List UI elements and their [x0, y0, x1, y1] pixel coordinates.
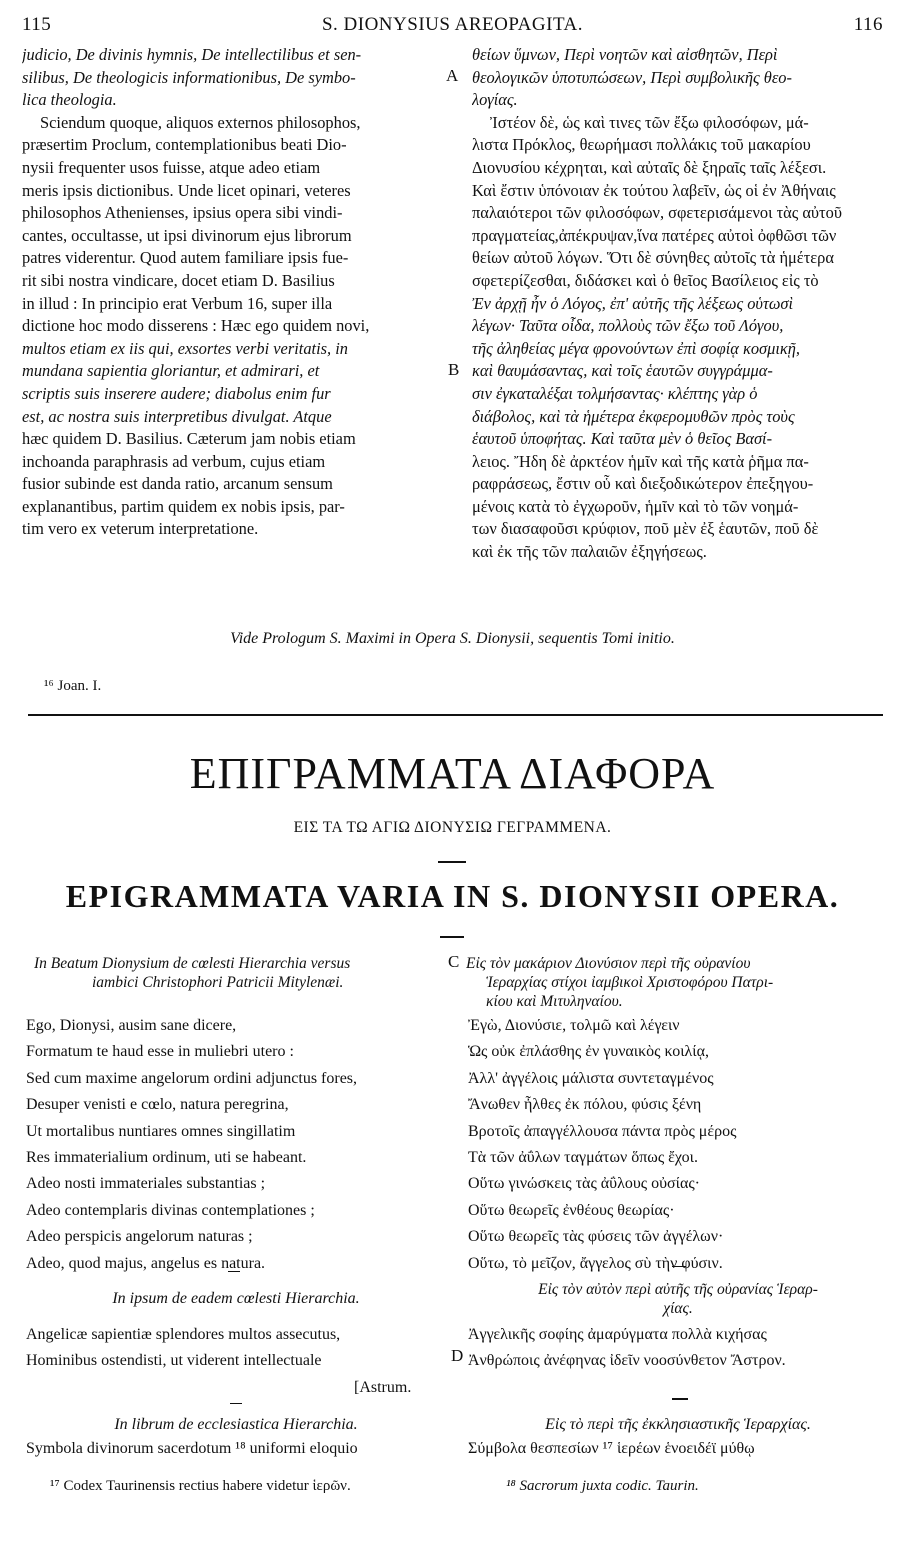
text-line: μένοις κατὰ τὸ ἐγχωροῦν, ἡμῖν καὶ τὸ τῶν νοημά-: [472, 496, 799, 516]
latin-heading-2: In ipsum de eadem cœlesti Hierarchia.: [112, 1290, 360, 1307]
text-line: silibus, De theologicis informationibus, De symbo-: [22, 67, 356, 87]
text-line: καὶ ἐκ τῆς τῶν παλαιῶν ἐξηγήσεως.: [472, 542, 707, 562]
greek-verses-3: [468, 1436, 888, 1462]
verse-line: Ὡς οὐκ ἐπλάσθης ἐν γυναικὸς κοιλίᾳ,: [468, 1043, 709, 1061]
verse-dash: [230, 1403, 242, 1404]
verse-dash: [228, 1271, 240, 1272]
latin-column-top: [22, 44, 442, 541]
text-line: est, ac nostra suis interpretibus divulgat. Atque: [22, 406, 332, 426]
margin-letter-a: A: [446, 66, 459, 85]
greek-verses-2: [468, 1322, 888, 1375]
section-rule: [28, 714, 883, 716]
text-line: hæc quidem D. Basilius. Cæterum jam nobis etiam: [22, 429, 356, 449]
text-line: σιν ἐγκαταλέξαι τολμήσαντας· κλέπτης γὰρ ὁ: [472, 383, 758, 403]
text-line: in illud : In principio erat Verbum 16, super illa: [22, 293, 333, 313]
verse-line: Adeo, quod majus, angelus es natura.: [26, 1254, 266, 1272]
text-line: λιστα Πρόκλος, θεωρήμασι πολλάκις τοῦ μακαρίου: [472, 135, 811, 155]
text-line: Sciendum quoque, aliquos externos philosophos,: [40, 112, 361, 132]
verse-line: Ego, Dionysi, ausim sane dicere,: [26, 1017, 237, 1034]
heading-line: Εἰς τὸν μακάριον Διονύσιον περὶ τῆς οὐρανίου: [466, 955, 751, 972]
footnote-16: ¹⁶ Joan. I.: [44, 678, 102, 694]
text-line: inchoanda paraphrasis ad verbum, cujus etiam: [22, 451, 326, 471]
greek-verses-1: [468, 1013, 888, 1277]
text-line: præsertim Proclum, contemplationibus beati Dio-: [22, 135, 347, 155]
heading-line: Ἱεραρχίας στίχοι ἰαμβικοὶ Χριστοφόρου Πατρι-: [486, 974, 774, 991]
text-line: nysii frequenter usos fuisse, atque adeo etiam: [22, 157, 321, 177]
verse-line: Βροτοῖς ἀπαγγέλλουσα πάντα πρὸς μέρος: [468, 1122, 737, 1140]
text-line: Διονυσίου κέχρηται, καὶ αὐταῖς δὲ ξηραῖς ταῖς λέξεσι.: [472, 157, 827, 177]
text-line: Καὶ ἔστιν ὑπόνοιαν ἐκ τούτου λαβεῖν, ὡς οἱ ἐν Ἀθήναις: [472, 180, 836, 200]
text-line: καὶ θαυμάσαντας, καὶ τοῖς ἑαυτῶν συγγράμμα-: [472, 361, 773, 381]
greek-column-top: [472, 44, 890, 564]
footnote-18: ¹⁸ Sacrorum juxta codic. Taurin.: [506, 1478, 699, 1494]
text-line: τῆς ἀληθείας μέγα φρονούντων ἐπὶ σοφίᾳ κοσμικῇ,: [472, 338, 800, 358]
verse-line: Sed cum maxime angelorum ordini adjunctus fores,: [26, 1069, 358, 1087]
verse-line: Angelicæ sapientiæ splendores multos assecutus,: [26, 1326, 341, 1343]
text-line: λειος. Ἤδη δὲ ἀρκτέον ἡμῖν καὶ τῆς κατὰ ῥῆμα πα-: [472, 451, 809, 471]
text-line: Ἐν ἀρχῇ ἦν ὁ Λόγος, ἐπ' αὐτῆς τῆς λέξεως οὑτωσὶ: [472, 293, 794, 313]
running-header: [22, 14, 883, 42]
text-line: mundana sapientia gloriantur, et admirari, et: [22, 361, 320, 381]
greek-heading-2: [468, 1280, 888, 1318]
running-title: S. DIONYSIUS AREOPAGITA.: [321, 14, 584, 35]
title-dash: [438, 861, 466, 863]
verse-line: Ἀγγελικῆς σοφίης ἀμαρύγματα πολλὰ κιχήσας: [468, 1326, 767, 1343]
greek-subtitle: ΕΙΣ ΤΑ ΤΩ ΑΓΙΩ ΔΙΟΝΥΣΙΩ ΓΕΓΡΑΜΜΕΝΑ.: [293, 819, 612, 836]
text-line: θείων ὕμνων, Περὶ νοητῶν καὶ αἰσθητῶν, Περὶ: [472, 45, 778, 64]
verse-line: Τὰ τῶν ἀΰλων ταγμάτων ὅπως ἔχοι.: [468, 1149, 698, 1167]
verse-dash: [672, 1398, 688, 1400]
latin-verses-3: [26, 1436, 446, 1462]
heading-line: Εἰς τὸν αὐτὸν περὶ αὐτῆς τῆς οὐρανίας Ἱεραρ-: [538, 1281, 818, 1298]
heading-line: κίου καὶ Μιτυληναίου.: [486, 993, 623, 1010]
verse-line: Symbola divinorum sacerdotum ¹⁸ uniformi eloquio: [26, 1440, 358, 1457]
verse-line: Οὕτω θεωρεῖς τὰς φύσεις τῶν ἀγγέλων·: [468, 1228, 724, 1246]
greek-heading-3: Εἰς τὸ περὶ τῆς ἐκκλησιαστικῆς Ἱεραρχίας.: [545, 1416, 811, 1433]
text-line: cantes, occultasse, ut ipsi divinorum ejus librorum: [22, 225, 352, 245]
verse-line: Οὕτω θεωρεῖς ἐνθέους θεωρίας·: [468, 1201, 675, 1219]
heading-line: In Beatum Dionysium de cœlesti Hierarchia versus: [34, 955, 351, 972]
verse-line: Adeo perspicis angelorum naturas ;: [26, 1228, 253, 1246]
latin-heading-3: In librum de ecclesiastica Hierarchia.: [114, 1416, 358, 1433]
heading-line: iambici Christophori Patricii Mitylenæi.: [92, 974, 344, 991]
text-line: fusior subinde est danda ratio, arcanum sensum: [22, 474, 333, 494]
verse-line: Ἀνθρώποις ἀνέφηνας ἰδεῖν νοοσύνθετον Ἄστρον.: [468, 1352, 786, 1370]
text-line: ἑαυτοῦ ὑποφήτας. Καὶ ταῦτα μὲν ὁ θεῖος Βασί-: [472, 429, 773, 449]
margin-letter-d: D: [451, 1346, 464, 1365]
text-line: meris ipsis dictionibus. Unde licet opinari, veteres: [22, 180, 351, 200]
margin-letter-c: C: [448, 952, 460, 971]
verse-line: Formatum te haud esse in muliebri utero :: [26, 1043, 294, 1061]
verse-line: Σύμβολα θεσπεσίων ¹⁷ ἱερέων ἑνοειδέϊ μύθῳ: [468, 1440, 755, 1457]
title-dash: [440, 936, 464, 938]
text-line: dictione hoc modo disserens : Hæc ego quidem novi,: [22, 316, 370, 336]
text-line: Ἰστέον δὲ, ὡς καὶ τινες τῶν ἔξω φιλοσόφων, μά-: [490, 112, 809, 132]
verse-line: Ἀλλ' ἀγγέλοις μάλιστα συντεταγμένος: [468, 1069, 714, 1087]
text-line: multos etiam ex iis qui, exsortes verbi veritatis, in: [22, 338, 348, 358]
latin-heading-1: [34, 954, 444, 992]
verse-line: Adeo nosti immateriales substantias ;: [26, 1175, 266, 1193]
latin-verses-2: [26, 1322, 446, 1401]
page-number-left: 115: [22, 14, 52, 35]
text-line: ραφράσεως, ἔστιν οὗ καὶ διεξοδικώτερον ἐπεξηγου-: [472, 474, 814, 494]
text-line: των διασαφοῦσι κρύφιον, ποῦ μὲν ἐξ ἑαυτῶν, ποῦ δὲ: [472, 519, 819, 539]
text-line: judicio, De divinis hymnis, De intellectilibus et sen-: [22, 45, 362, 64]
verse-line: Ἐγὼ, Διονύσιε, τολμῶ καὶ λέγειν: [468, 1017, 680, 1034]
page-number-right: 116: [853, 14, 883, 35]
text-line: θεολογικῶν ὑποτυπώσεων, Περὶ συμβολικῆς θεο-: [472, 67, 792, 87]
latin-verses-1: [26, 1013, 446, 1277]
text-line: explanantibus, partim quidem ex nobis ipsis, par-: [22, 496, 345, 516]
text-line: patres viderentur. Quod autem familiare ipsis fue-: [22, 248, 349, 268]
margin-letter-b: B: [448, 360, 460, 379]
latin-title: EPIGRAMMATA VARIA IN S. DIONYSII OPERA.: [65, 878, 840, 914]
text-line: διάβολος, καὶ τὰ ἡμέτερα ἐκφερομυθῶν πρὸς τοὺς: [472, 406, 795, 426]
verse-line: Ἄνωθεν ἦλθες ἐκ πόλου, φύσις ξένη: [468, 1096, 702, 1114]
text-line: rit sibi nostra vindicare, docet etiam D. Basilius: [22, 270, 335, 290]
verse-line: Ut mortalibus nuntiares omnes singillatim: [26, 1122, 296, 1140]
verse-line: [Astrum.: [354, 1378, 412, 1396]
text-line: πραγματείας,ἀπέκρυψαν,ἵνα πατέρες αὐτοὶ ὀφθῶσι τῶν: [472, 225, 837, 245]
text-line: παλαιότεροι τῶν φιλοσόφων, σφετερισάμενοι τὰς αὐτοῦ: [472, 203, 842, 223]
text-line: θείων αὐτοῦ λόγων. Ὅτι δὲ σύνηθες αὐτοῖς τὰ ἡμέτερα: [472, 248, 834, 268]
greek-heading-1: [466, 954, 891, 1011]
text-line: σφετερίζεσθαι, διδάσκει καὶ ὁ θεῖος Βασίλειος εἰς τὸ: [472, 270, 819, 290]
text-line: lica theologia.: [22, 90, 117, 110]
greek-title: ΕΠΙΓΡΑΜΜΑΤΑ ΔΙΑΦΟΡΑ: [189, 749, 716, 798]
verse-line: Οὕτω γινώσκεις τὰς ἀΰλους οὐσίας·: [468, 1175, 700, 1193]
text-line: λέγων· Ταῦτα οἶδα, πολλοὺς τῶν ἔξω τοῦ Λόγου,: [472, 316, 784, 336]
verse-line: Desuper venisti e cœlo, natura peregrina,: [26, 1096, 289, 1114]
text-line: tim vero ex veterum interpretatione.: [22, 519, 259, 539]
verse-dash: [672, 1266, 686, 1267]
text-line: λογίας.: [472, 90, 518, 110]
heading-line: χίας.: [663, 1300, 693, 1317]
prologue-note: Vide Prologum S. Maximi in Opera S. Dionysii, sequentis Tomi initio.: [230, 630, 675, 647]
verse-line: Οὕτω, τὸ μεῖζον, ἄγγελος σὺ τὴν φύσιν.: [468, 1254, 723, 1272]
verse-line: Hominibus ostendisti, ut viderent intellectuale: [26, 1352, 322, 1370]
footnote-17: ¹⁷ Codex Taurinensis rectius habere videtur ἱερῶν.: [50, 1478, 351, 1494]
text-line: scriptis suis inserere audere; diabolus enim fur: [22, 383, 331, 403]
verse-line: Adeo contemplaris divinas contemplationes ;: [26, 1201, 315, 1219]
text-line: philosophos Athenienses, ipsius opera sibi vindi-: [22, 203, 343, 223]
verse-line: Res immaterialium ordinum, uti se habeant.: [26, 1149, 307, 1167]
